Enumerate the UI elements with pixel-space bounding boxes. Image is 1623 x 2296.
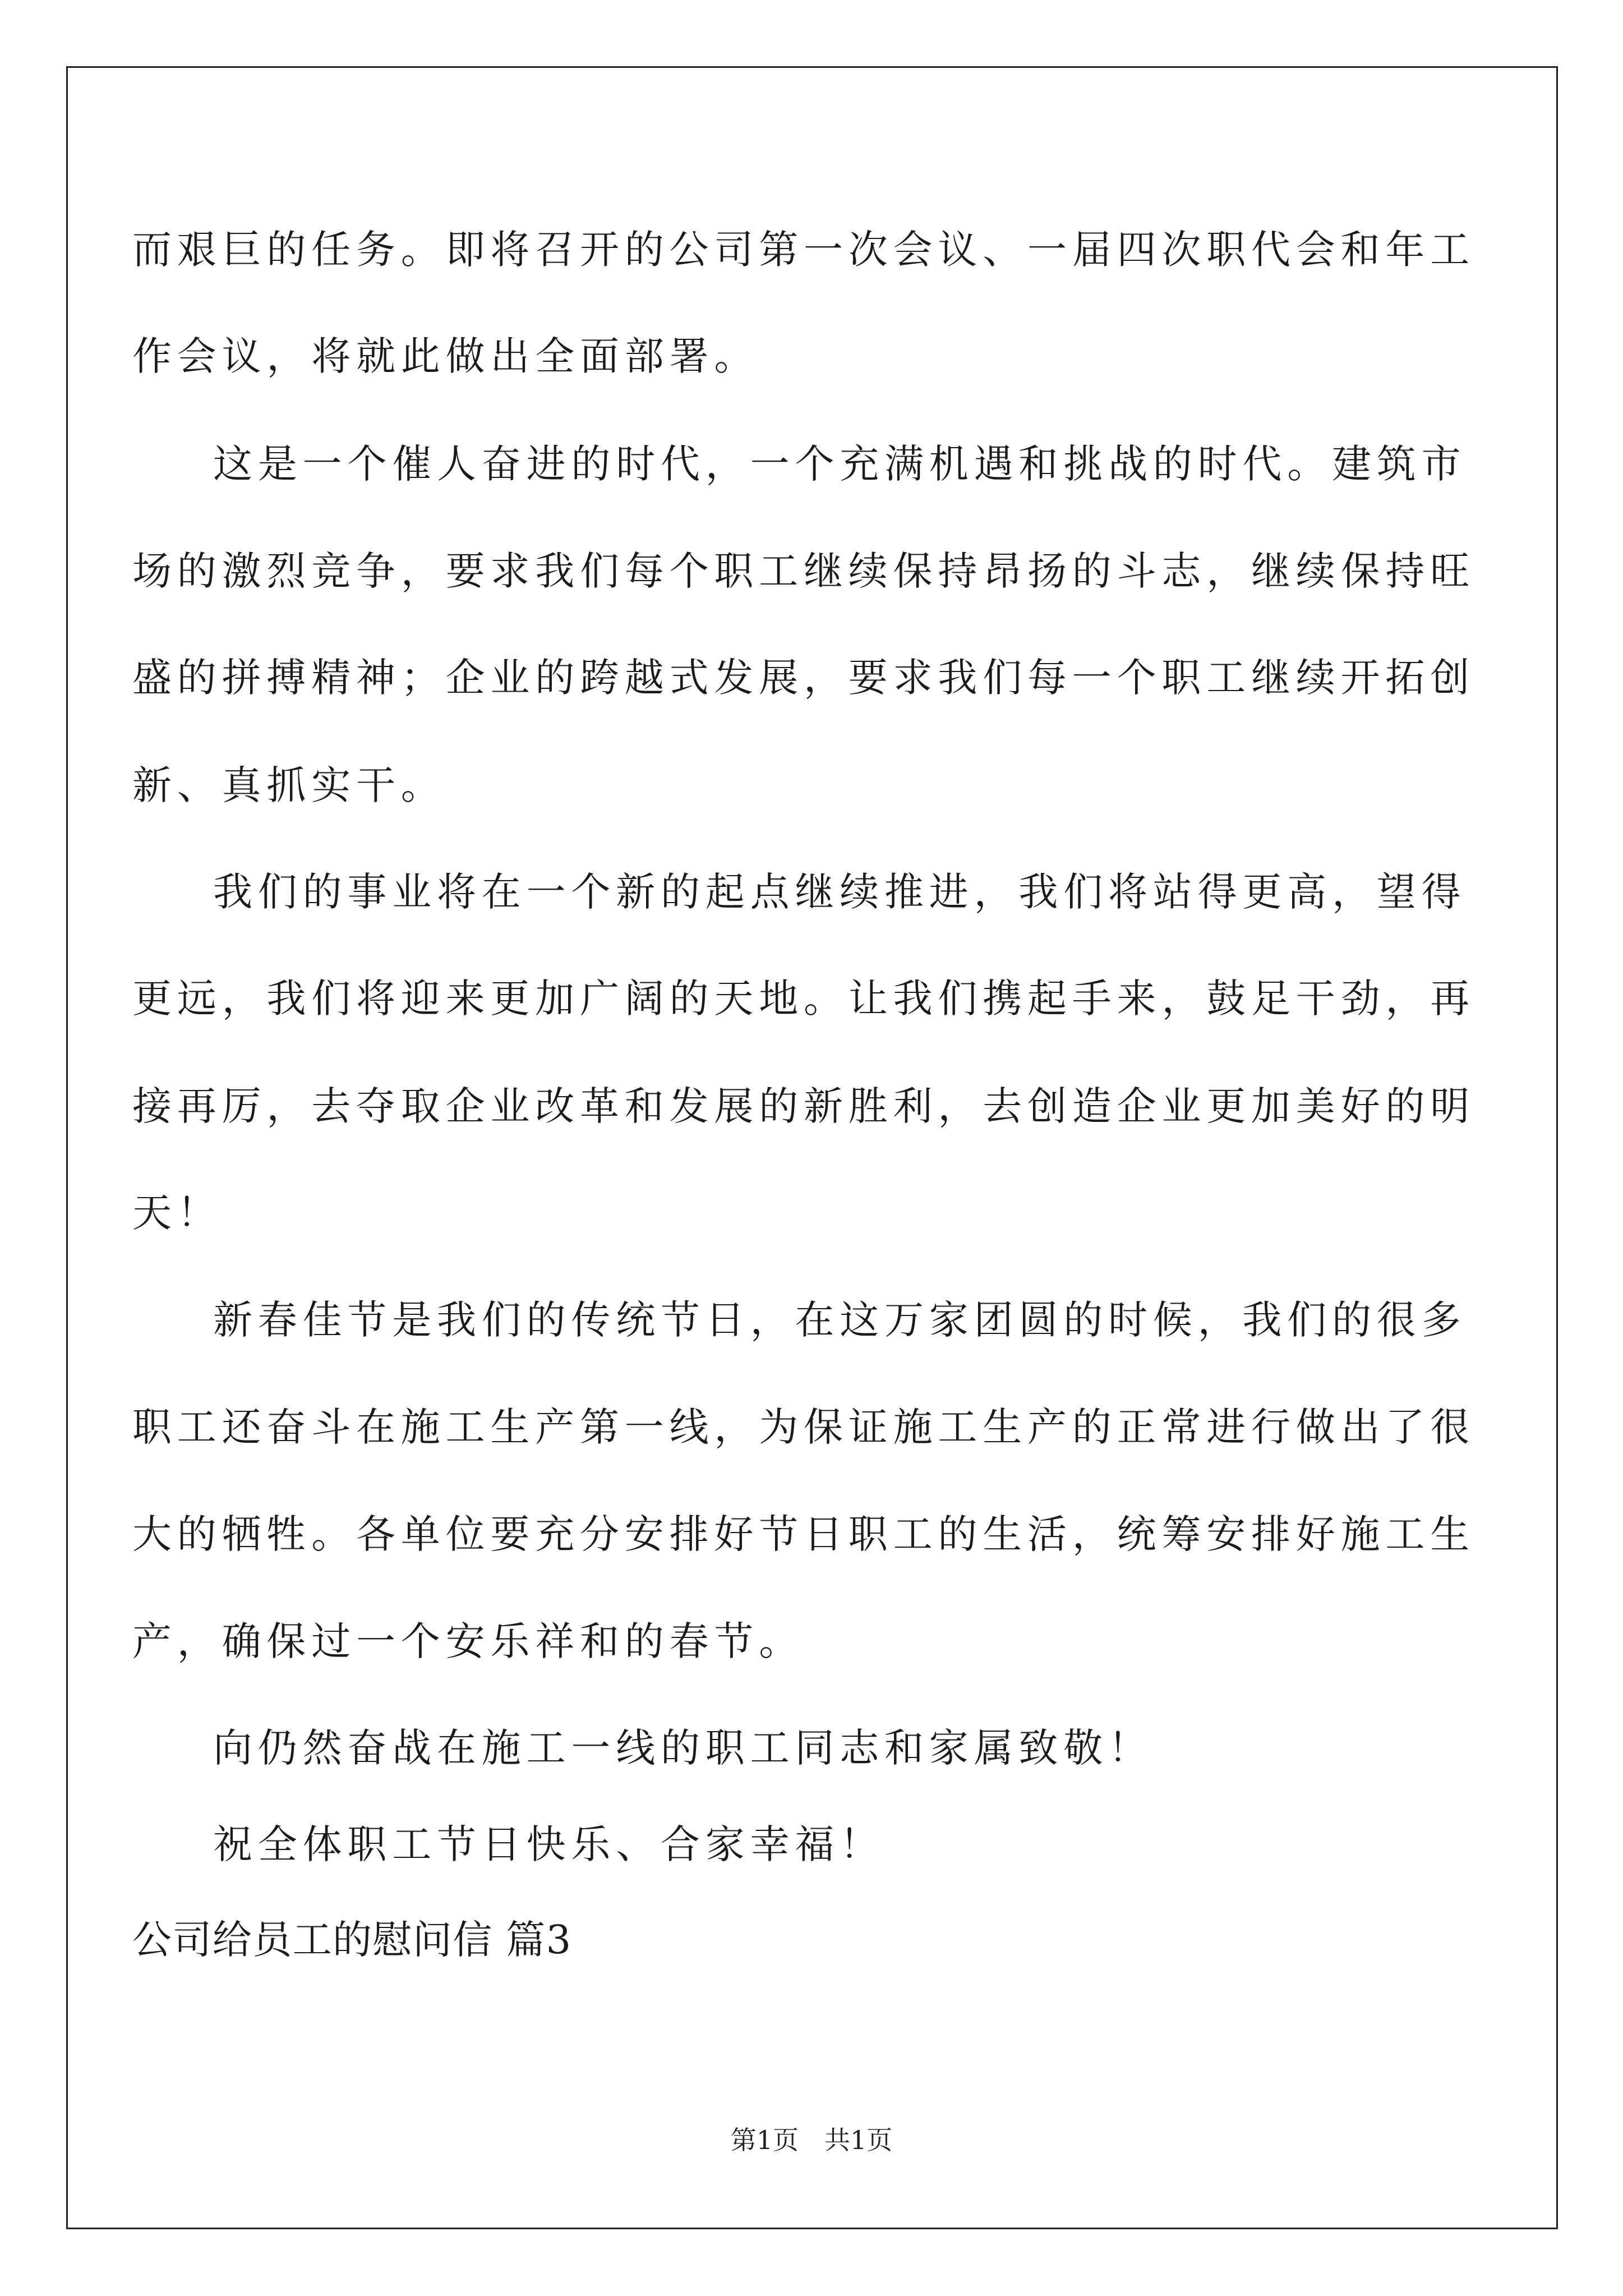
text-line: 作会议，将就此做出全面部署。 <box>132 333 759 379</box>
text-line: 我们的事业将在一个新的起点继续推进，我们将站得更高，望得 <box>213 869 1467 915</box>
text-line: 场的激烈竞争，要求我们每个职工继续保持昂扬的斗志，继续保持旺 <box>132 548 1475 594</box>
text-line: 新、真抓实干。 <box>132 762 446 808</box>
text-line: 祝全体职工节日快乐、合家幸福！ <box>213 1821 884 1867</box>
page-footer: 第1页 共1页 <box>730 2125 893 2155</box>
text-line: 而艰巨的任务。即将召开的公司第一次会议、一届四次职代会和年工 <box>132 227 1475 273</box>
text-line: 这是一个催人奋进的时代，一个充满机遇和挑战的时代。建筑市 <box>213 441 1467 487</box>
text-line: 向仍然奋战在施工一线的职工同志和家属致敬！ <box>213 1725 1153 1771</box>
text-line: 接再厉，去夺取企业改革和发展的新胜利，去创造企业更加美好的明 <box>132 1083 1475 1129</box>
section-heading: 公司给员工的慰问信 篇3 <box>132 1917 572 1963</box>
text-line: 大的牺牲。各单位要充分安排好节日职工的生活，统筹安排好施工生 <box>132 1511 1475 1557</box>
text-line: 产，确保过一个安乐祥和的春节。 <box>132 1618 804 1664</box>
text-line: 盛的拼搏精神；企业的跨越式发展，要求我们每一个职工继续开拓创 <box>132 655 1475 701</box>
text-line: 更远，我们将迎来更加广阔的天地。让我们携起手来，鼓足干劲，再 <box>132 976 1475 1022</box>
page-border <box>66 66 1558 2229</box>
text-line: 职工还奋斗在施工生产第一线，为保证施工生产的正常进行做出了很 <box>132 1404 1475 1450</box>
text-line: 新春佳节是我们的传统节日，在这万家团圆的时候，我们的很多 <box>213 1297 1467 1343</box>
text-line: 天！ <box>132 1190 222 1236</box>
